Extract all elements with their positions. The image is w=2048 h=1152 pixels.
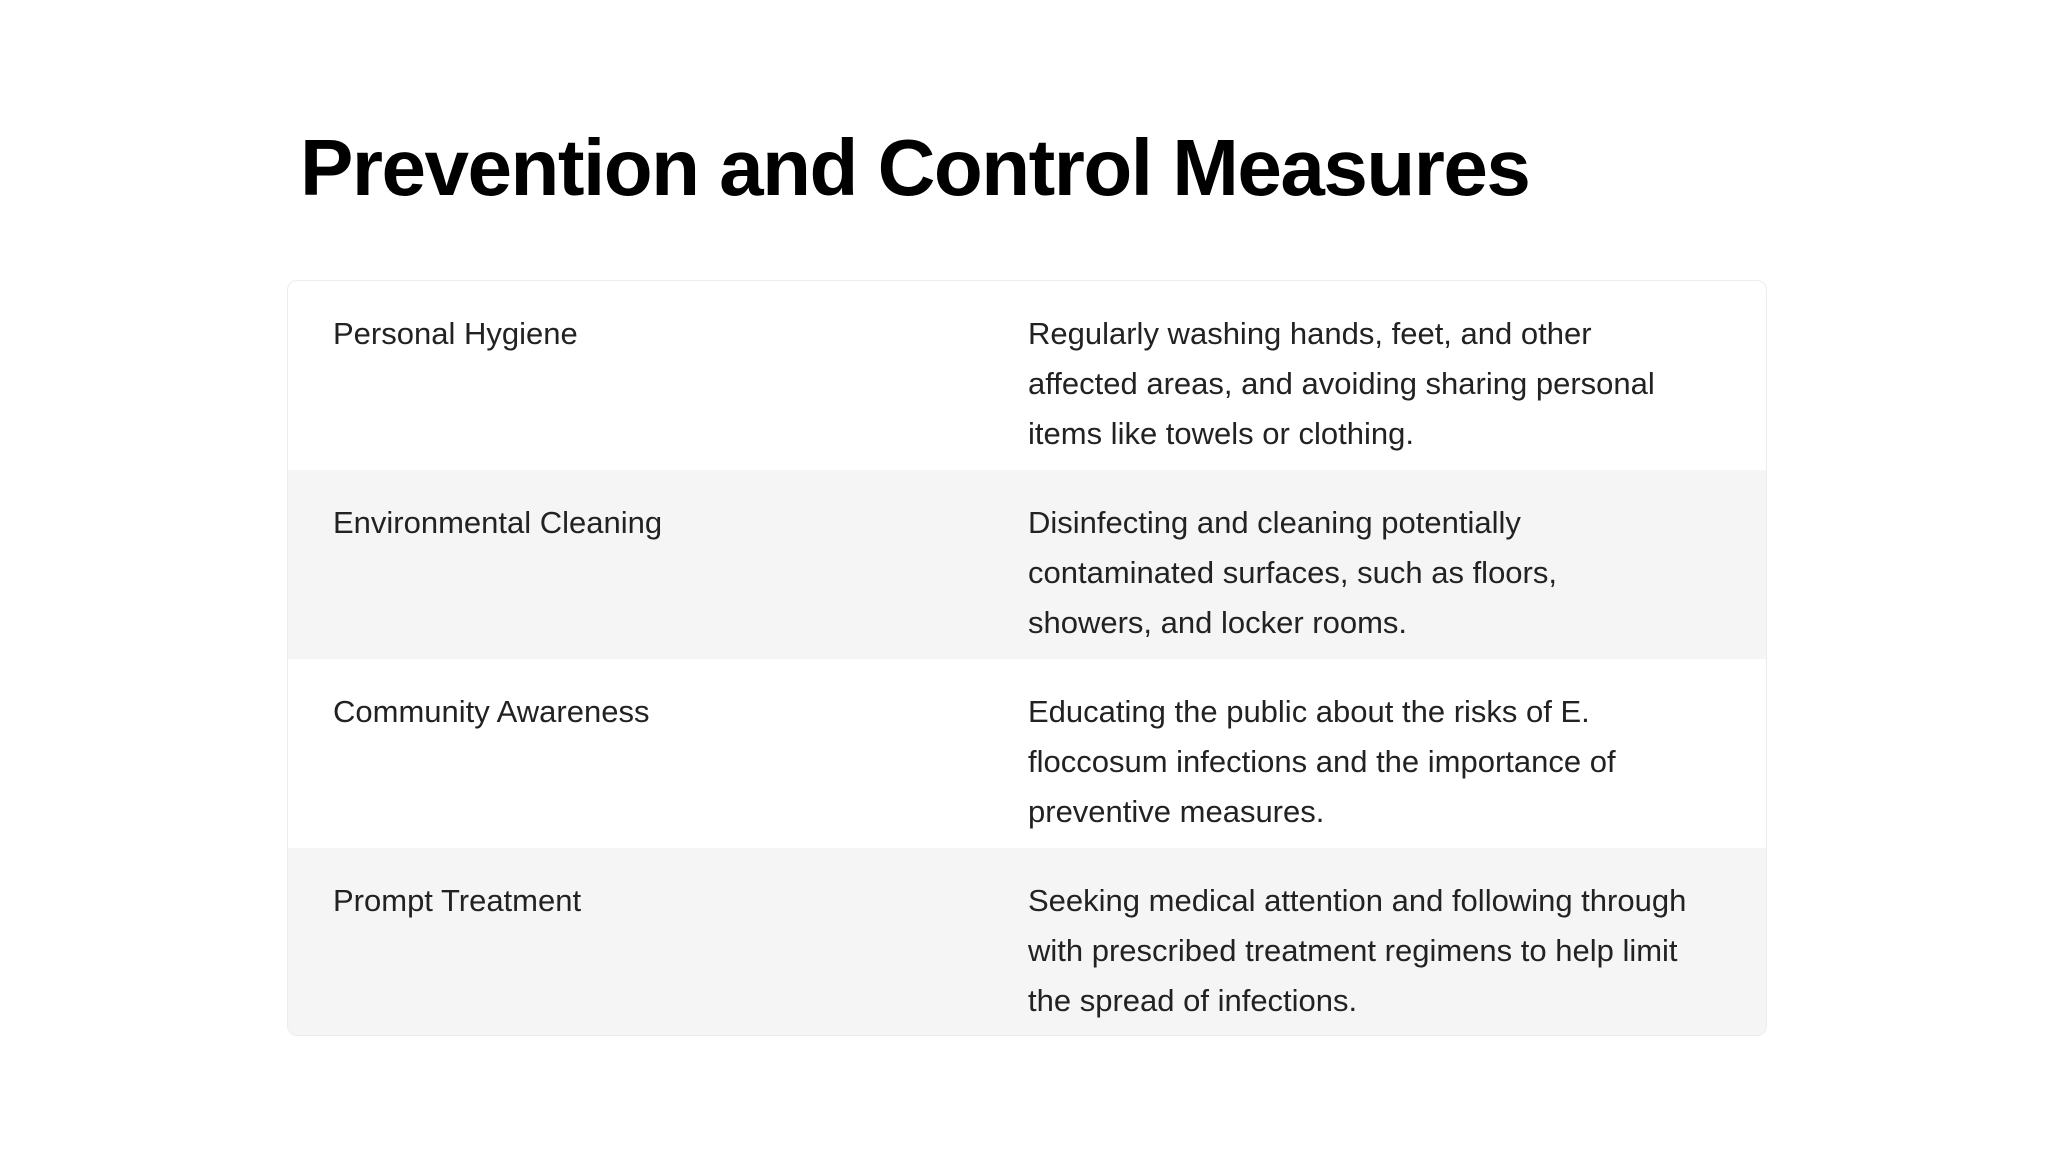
table-row (288, 470, 1766, 659)
measure-name: Environmental Cleaning (333, 505, 663, 540)
measure-description: Regularly washing hands, feet, and other affected areas, and avoiding sharing personal items like towels or clothing. (1028, 316, 1655, 451)
measure-name: Community Awareness (333, 694, 650, 729)
table-row (288, 848, 1766, 1036)
measures-table (287, 280, 1767, 1036)
measure-description: Educating the public about the risks of E. floccosum infections and the importance of preventive measures. (1028, 694, 1616, 829)
slide-title: Prevention and Control Measures (300, 123, 1530, 212)
measure-name: Personal Hygiene (333, 316, 578, 351)
measure-name: Prompt Treatment (333, 883, 582, 918)
measure-description: Seeking medical attention and following through with prescribed treatment regimens to help limit the spread of infections. (1028, 883, 1687, 1018)
table-row (288, 659, 1766, 848)
table-row (288, 281, 1766, 470)
measure-description: Disinfecting and cleaning potentially contaminated surfaces, such as floors, showers, and locker rooms. (1028, 505, 1557, 640)
